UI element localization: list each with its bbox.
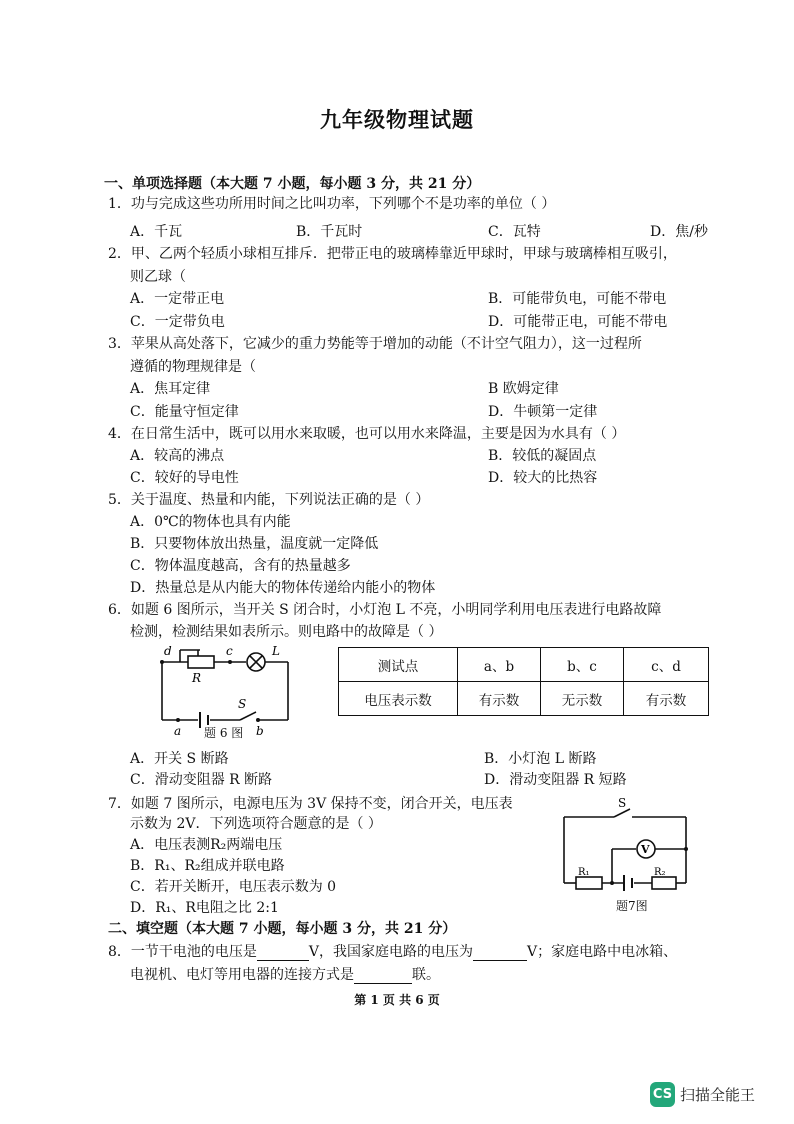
- table-row: [339, 648, 709, 682]
- q6-label-c: c: [226, 644, 233, 658]
- q6-label-d: d: [164, 644, 172, 658]
- section1-heading: 一、单项选择题（本大题 7 小题，每小题 3 分，共 21 分）: [104, 176, 481, 192]
- q4-option-a: A．较高的沸点: [130, 448, 225, 464]
- q3-option-b: B 欧姆定律: [488, 381, 559, 397]
- q8-text-part1: 8．一节干电池的电压是: [108, 944, 257, 960]
- q3-option-a: A．焦耳定律: [130, 381, 211, 397]
- q8-line2: [130, 966, 440, 984]
- q3-option-d: D．牛顿第一定律: [488, 404, 598, 420]
- q2-option-a: A．一定带正电: [130, 291, 225, 307]
- q6-stem-line2: 检测，检测结果如表所示。则电路中的故障是（ ）: [130, 624, 443, 640]
- q6-option-c: C．滑动变阻器 R 断路: [130, 772, 273, 788]
- table-cell: b、c: [541, 648, 624, 682]
- q6-stem-line1: 6．如题 6 图所示，当开关 S 闭合时，小灯泡 L 不亮，小明同学利用电压表进行电路故障: [108, 602, 662, 618]
- q6-label-a: a: [174, 724, 182, 738]
- table-cell: c、d: [624, 648, 709, 682]
- q7-option-b: B．R₁、R₂组成并联电路: [130, 858, 285, 874]
- q8-text-part5: 联。: [412, 967, 440, 983]
- q7-circuit-diagram: [556, 795, 696, 895]
- q1-option-a: A．千瓦: [130, 224, 183, 240]
- table-cell: 有示数: [458, 682, 541, 716]
- q3-option-c: C．能量守恒定律: [130, 404, 239, 420]
- q7-stem-line2: 示数为 2V．下列选项符合题意的是（ ）: [130, 816, 382, 832]
- q6-label-s: S: [238, 697, 247, 711]
- q6-test-table: [338, 647, 709, 716]
- q7-option-c: C．若开关断开，电压表示数为 0: [130, 879, 337, 895]
- q5-option-d: D．热量总是从内能大的物体传递给内能小的物体: [130, 580, 436, 596]
- q6-label-r: R: [192, 671, 202, 685]
- q2-option-c: C．一定带负电: [130, 314, 225, 330]
- q8-text-part3: V；家庭电路中电冰箱、: [527, 944, 678, 960]
- q7-label-r2: R₂: [654, 867, 666, 878]
- table-cell: 有示数: [624, 682, 709, 716]
- q7-option-d: D．R₁、R电阻之比 2:1: [130, 900, 279, 916]
- table-cell: 电压表示数: [339, 682, 458, 716]
- page-title: 九年级物理试题: [320, 107, 474, 132]
- page-footer: 第 1 页 共 6 页: [354, 993, 440, 1007]
- table-cell: a、b: [458, 648, 541, 682]
- q5-stem: 5．关于温度、热量和内能，下列说法正确的是（ ）: [108, 492, 430, 508]
- q1-stem: 1．功与完成这些功所用时间之比叫功率，下列哪个不是功率的单位（ ）: [108, 196, 556, 212]
- q6-label-b: b: [256, 724, 264, 738]
- q1-option-c: C．瓦特: [488, 224, 541, 240]
- q5-option-c: C．物体温度越高，含有的热量越多: [130, 558, 351, 574]
- q4-option-d: D．较大的比热容: [488, 470, 598, 486]
- section2-heading: 二、填空题（本大题 7 小题，每小题 3 分，共 21 分）: [108, 921, 457, 937]
- q7-voltmeter-v: V: [641, 843, 650, 856]
- q5-option-b: B．只要物体放出热量，温度就一定降低: [130, 536, 379, 552]
- q8-blank-1[interactable]: [257, 946, 309, 961]
- q6-option-a: A．开关 S 断路: [130, 751, 229, 767]
- camscanner-logo-icon: CS: [650, 1082, 675, 1107]
- watermark-text: 扫描全能王: [680, 1086, 756, 1104]
- q8-text-part4: 电视机、电灯等用电器的连接方式是: [130, 967, 354, 983]
- q2-stem-line2: 则乙球（: [130, 269, 186, 285]
- q1-option-b: B．千瓦时: [296, 224, 363, 240]
- table-cell: 无示数: [541, 682, 624, 716]
- q4-option-b: B．较低的凝固点: [488, 448, 597, 464]
- q6-option-b: B．小灯泡 L 断路: [484, 751, 597, 767]
- q7-label-s: S: [618, 796, 627, 810]
- q8-blank-2[interactable]: [473, 946, 527, 961]
- q2-option-b: B．可能带负电，可能不带电: [488, 291, 667, 307]
- q1-option-d: D．焦/秒: [650, 224, 708, 240]
- table-cell: 测试点: [339, 648, 458, 682]
- q2-option-d: D．可能带正电，可能不带电: [488, 314, 668, 330]
- q6-label-l: L: [272, 644, 280, 658]
- q8-blank-3[interactable]: [354, 969, 412, 984]
- table-row: [339, 682, 709, 716]
- q7-label-r1: R₁: [578, 867, 590, 878]
- q5-option-a: A．0℃的物体也具有内能: [130, 514, 291, 530]
- q4-option-c: C．较好的导电性: [130, 470, 239, 486]
- q7-figure-caption: 题7图: [616, 899, 648, 913]
- q3-stem-line1: 3．苹果从高处落下，它减少的重力势能等于增加的动能（不计空气阻力），这一过程所: [108, 336, 642, 352]
- q6-figure-caption: 题 6 图: [204, 726, 244, 740]
- q6-option-d: D．滑动变阻器 R 短路: [484, 772, 627, 788]
- q7-stem-line1: 7．如题 7 图所示，电源电压为 3V 保持不变，闭合开关，电压表: [108, 796, 513, 812]
- q3-stem-line2: 遵循的物理规律是（: [130, 359, 256, 375]
- q2-stem-line1: 2．甲、乙两个轻质小球相互排斥．把带正电的玻璃棒靠近甲球时，甲球与玻璃棒相互吸引，: [108, 246, 677, 262]
- q8-text-part2: V，我国家庭电路的电压为: [308, 944, 474, 960]
- q8-line1: [108, 943, 677, 961]
- q7-option-a: A．电压表测R₂两端电压: [130, 837, 283, 853]
- q4-stem: 4．在日常生活中，既可以用水来取暖，也可以用水来降温，主要是因为水具有（ ）: [108, 426, 626, 442]
